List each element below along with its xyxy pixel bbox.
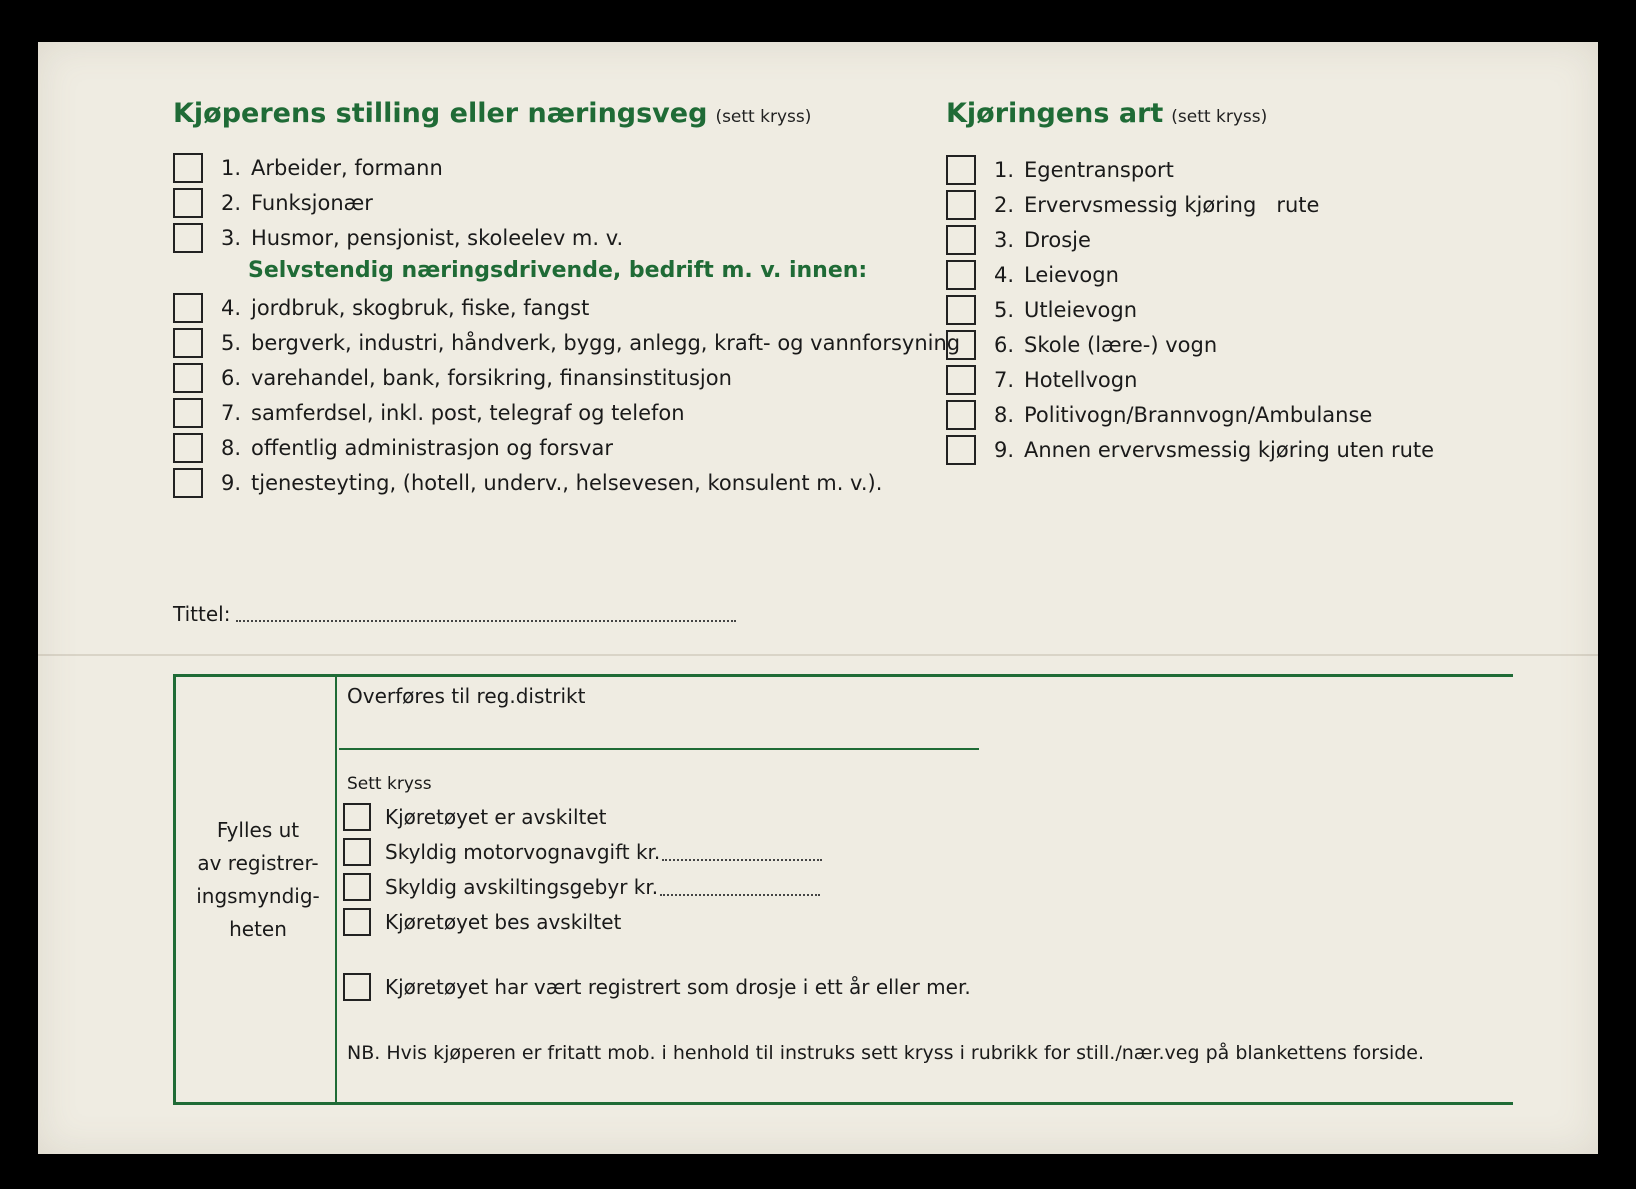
item-number: 6. (994, 333, 1015, 357)
occupation-item[interactable] (173, 292, 589, 324)
box-top-border (173, 674, 1513, 677)
item-number: 1. (221, 156, 242, 180)
driving-type-item[interactable] (946, 329, 1217, 361)
driving-type-item[interactable] (946, 294, 1137, 326)
item-label: Egentransport (1024, 158, 1174, 182)
item-number: 2. (994, 193, 1015, 217)
occupation-item[interactable] (173, 222, 623, 254)
nb-note: NB. Hvis kjøperen er fritatt mob. i henhold til instruks sett kryss i rubrikk for still./nær.veg på blankettens forside. (347, 1042, 1425, 1064)
checkbox[interactable] (946, 400, 976, 430)
item-number: 2. (221, 191, 242, 215)
checkbox[interactable] (946, 190, 976, 220)
item-number: 3. (221, 226, 242, 250)
item-number: 6. (221, 366, 242, 390)
driving-type-item[interactable] (946, 399, 1372, 431)
item-number: 9. (221, 471, 242, 495)
registration-check-item[interactable] (343, 802, 607, 832)
item-label: Husmor, pensjonist, skoleelev m. v. (251, 226, 624, 250)
checkbox[interactable] (946, 435, 976, 465)
occupation-item[interactable] (173, 187, 373, 219)
registration-side-label (183, 814, 333, 946)
checkbox[interactable] (173, 468, 203, 498)
checkbox[interactable] (946, 295, 976, 325)
item-number: 8. (994, 403, 1015, 427)
driving-type-item[interactable] (946, 189, 1319, 221)
checkbox[interactable] (343, 803, 371, 831)
item-number: 1. (994, 158, 1015, 182)
item-label: varehandel, bank, forsikring, finansinstitusjon (251, 366, 732, 390)
check-label: Kjøretøyet har vært registrert som drosje i ett år eller mer. (385, 975, 971, 999)
item-number: 5. (994, 298, 1015, 322)
item-label: Ervervsmessig kjøring rute (1024, 193, 1320, 217)
occupation-item[interactable] (173, 432, 613, 464)
item-number: 3. (994, 228, 1015, 252)
occupation-item[interactable] (173, 397, 685, 429)
checkbox[interactable] (173, 433, 203, 463)
driving-type-title-note: (sett kryss) (1171, 107, 1268, 127)
form-sheet (38, 42, 1598, 1154)
occupation-item[interactable] (173, 327, 960, 359)
checkbox[interactable] (173, 188, 203, 218)
transfer-district-field[interactable] (339, 748, 979, 750)
item-label: bergverk, industri, håndverk, bygg, anlegg, kraft- og vannforsyning (251, 331, 961, 355)
occupation-item[interactable] (173, 362, 732, 394)
checkbox[interactable] (343, 973, 371, 1001)
driving-type-item[interactable] (946, 154, 1174, 186)
driving-type-title (946, 98, 1267, 129)
item-label: Skole (lære-) vogn (1024, 333, 1218, 357)
drosje-check-item[interactable] (343, 972, 971, 1002)
check-label: Kjøretøyet er avskiltet (385, 805, 607, 829)
buyer-occupation-title (173, 98, 811, 129)
side-label-line: heten (229, 917, 287, 941)
side-label-line: Fylles ut (216, 818, 300, 842)
checkbox[interactable] (946, 365, 976, 395)
bleed-through-text (738, 192, 751, 217)
checkbox[interactable] (946, 330, 976, 360)
driving-type-title-text: Kjøringens art (946, 98, 1164, 129)
registration-authority-box (173, 674, 1513, 1116)
registration-check-item[interactable] (343, 837, 822, 867)
item-number: 7. (994, 368, 1015, 392)
item-label: Leievogn (1024, 263, 1119, 287)
driving-type-item[interactable] (946, 224, 1091, 256)
amount-field[interactable] (660, 878, 820, 896)
box-bottom-border (173, 1102, 1513, 1105)
item-label: samferdsel, inkl. post, telegraf og telefon (251, 401, 685, 425)
item-number: 4. (994, 263, 1015, 287)
box-left-border (173, 674, 176, 1104)
paper-fold (38, 654, 1598, 656)
checkbox[interactable] (173, 363, 203, 393)
checkbox[interactable] (343, 908, 371, 936)
item-label: Arbeider, formann (251, 156, 443, 180)
occupation-item[interactable] (173, 152, 443, 184)
amount-field[interactable] (662, 843, 822, 861)
check-label: Skyldig motorvognavgift kr. (385, 840, 661, 864)
side-label-line: av registrer- (197, 851, 319, 875)
checkbox[interactable] (343, 838, 371, 866)
side-label-line: ingsmyndig- (196, 884, 320, 908)
driving-type-item[interactable] (946, 259, 1119, 291)
item-number: 7. (221, 401, 242, 425)
checkbox[interactable] (173, 223, 203, 253)
item-label: offentlig administrasjon og forsvar (251, 436, 613, 460)
box-divider (335, 674, 337, 1102)
driving-type-item[interactable] (946, 364, 1137, 396)
item-label: Annen ervervsmessig kjøring uten rute (1024, 438, 1435, 462)
buyer-occupation-title-note: (sett kryss) (715, 107, 812, 127)
checkbox[interactable] (946, 155, 976, 185)
checkbox[interactable] (173, 328, 203, 358)
driving-type-item[interactable] (946, 434, 1434, 466)
registration-check-item[interactable] (343, 907, 621, 937)
checkbox[interactable] (343, 873, 371, 901)
registration-check-item[interactable] (343, 872, 820, 902)
buyer-occupation-title-text: Kjøperens stilling eller næringsveg (173, 98, 708, 129)
item-label: jordbruk, skogbruk, fiske, fangst (251, 296, 590, 320)
sett-kryss-label: Sett kryss (347, 774, 432, 794)
item-label: Drosje (1024, 228, 1091, 252)
item-number: 5. (221, 331, 242, 355)
item-number: 9. (994, 438, 1015, 462)
item-label: Politivogn/Brannvogn/Ambulanse (1024, 403, 1373, 427)
tittel-field[interactable] (236, 620, 736, 622)
item-number: 8. (221, 436, 242, 460)
checkbox[interactable] (173, 293, 203, 323)
tittel-label: Tittel: (173, 602, 231, 626)
item-label: Hotellvogn (1024, 368, 1138, 392)
checkbox[interactable] (173, 398, 203, 428)
checkbox[interactable] (173, 153, 203, 183)
checkbox[interactable] (946, 260, 976, 290)
item-number: 4. (221, 296, 242, 320)
check-label: Skyldig avskiltingsgebyr kr. (385, 875, 659, 899)
item-label: Funksjonær (251, 191, 373, 215)
item-label: Utleievogn (1024, 298, 1138, 322)
occupation-item[interactable] (173, 467, 882, 499)
transfer-district-label: Overføres til reg.distrikt (347, 684, 586, 708)
check-label: Kjøretøyet bes avskiltet (385, 910, 622, 934)
checkbox[interactable] (946, 225, 976, 255)
self-employed-subheading: Selvstendig næringsdrivende, bedrift m. v. innen: (248, 258, 868, 283)
item-label: tjenesteyting, (hotell, underv., helsevesen, konsulent m. v.). (251, 471, 883, 495)
